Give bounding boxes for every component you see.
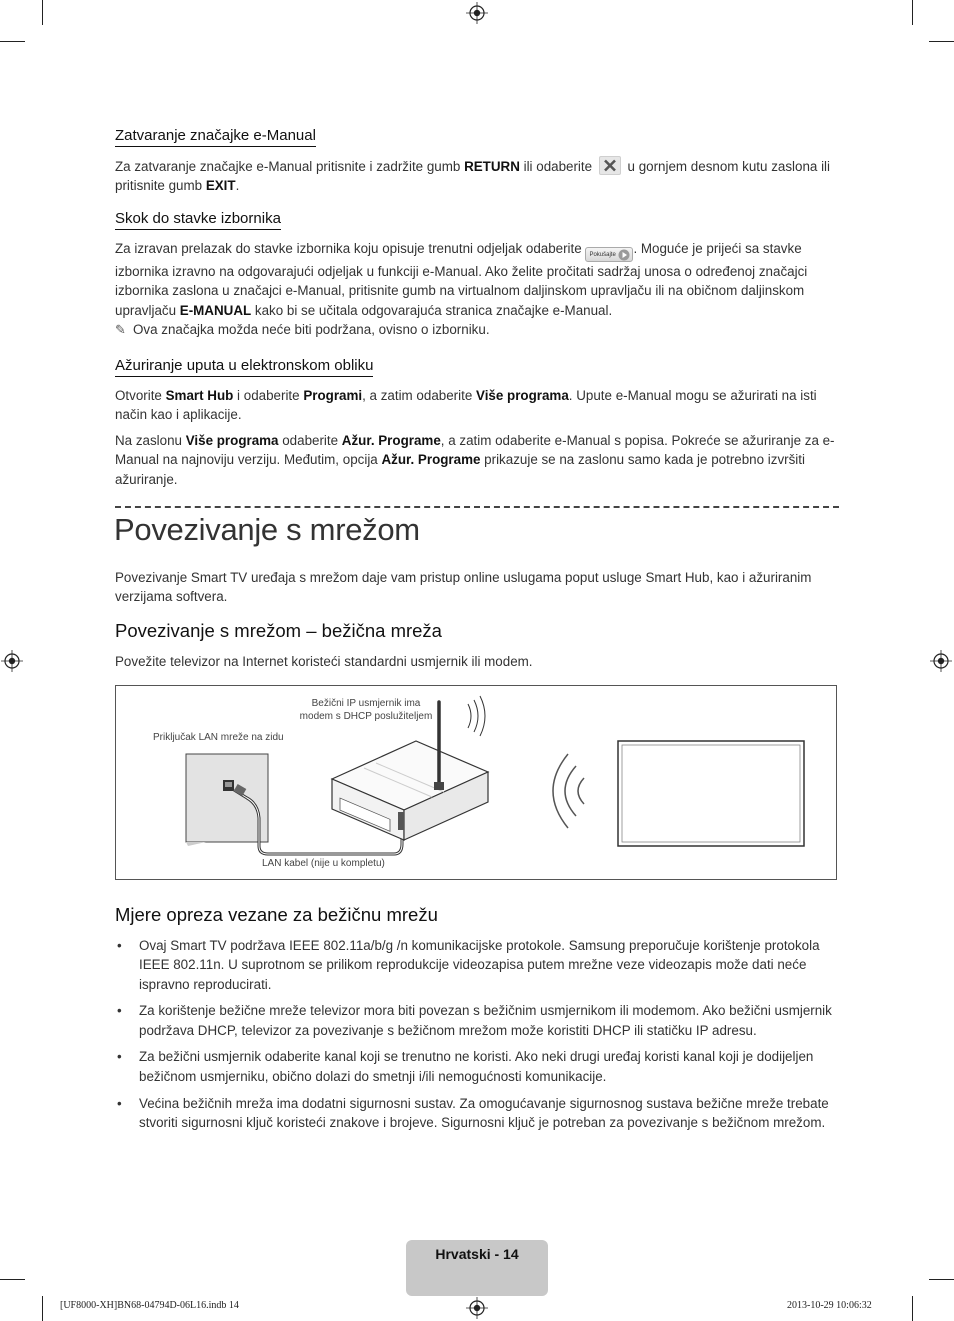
bullet-icon: • [117,938,122,953]
try-now-button-icon [585,247,633,262]
close-icon [599,156,621,175]
jump-paragraph [115,239,839,320]
wall-lan-port [186,754,268,846]
print-timestamp: 2013-10-29 10:06:32 [787,1300,872,1311]
exit-button-name: EXIT [205,178,236,194]
precautions-list [115,936,839,1140]
bullet-icon: • [117,1003,122,1019]
azur-programe-term: Ažur. Programe [381,452,481,468]
text-run: Otvorite [115,388,166,403]
note-text: Ova značajka možda neće biti podržana, ovisno o izborniku. [133,322,490,337]
try-now-button-label: Pokušajte [589,252,616,258]
bullet-icon: • [117,1095,122,1111]
crop-mark [912,1296,913,1321]
registration-mark-icon [466,2,488,24]
text-run: Na zaslonu [115,433,186,448]
section-divider [115,506,839,508]
list-item [115,936,839,994]
text-run: ili odaberite [519,159,596,174]
crop-mark [0,41,25,42]
text-run: , a zatim odaberite e-Manual s popisa. Pokreće se ažuriranje za e-Manual na najnoviju verziju. Međutim, opcija [115,433,835,468]
intro-paragraph: Povezivanje Smart TV uređaja s mrežom daje vam pristup online uslugama poput usluge Smart Hub, kao i ažuriranim verzijama softvera. [115,570,812,605]
router-caption-line: Bežični IP usmjernik ima [311,698,421,709]
crop-mark [912,0,913,25]
text-run: prikazuje se na zaslonu samo kada je potrebno izvršiti ažuriranje. [115,452,805,487]
wireless-paragraph: Povežite televizor na Internet koristeći standardni usmjernik ili modem. [115,654,533,669]
router-caption-line: modem s DHCP poslužiteljem [299,711,433,722]
list-item [115,1094,839,1133]
update-paragraph-1 [115,386,839,425]
text-run: odaberite [278,433,342,448]
crop-mark [929,1279,954,1280]
list-item-text: Za korištenje bežične mreže televizor mora biti povezan s bežičnim usmjernikom ili modemom. Ako bežični usmjernik podržava DHCP, televizor za povezivanje s bežičnom mrežom može koristiti DHCP ili statičku IP adresu. [139,1003,832,1038]
list-item [115,1001,839,1040]
wireless-heading: Povezivanje s mrežom – bežična mreža [115,620,442,641]
precautions-heading: Mjere opreza vezane za bežičnu mrežu [115,904,438,925]
smart-hub-term: Smart Hub [165,388,234,403]
crop-mark [42,0,43,25]
section-heading-close: Zatvaranje značajke e-Manual [115,127,316,147]
note-pencil-icon: ✎ [115,322,126,337]
list-item-text: Većina bežičnih mreža ima dodatni sigurnosni sustav. Za omogućavanje sigurnosnog sustava bežične mreže trebate stvoriti sigurnosni ključ koristeći znakove i brojeve. Sigurnosni ključ je potreban za povezivanje s bežičnom mrežom. [139,1095,829,1130]
registration-mark-icon [466,1297,488,1319]
vise-programa-term: Više programa [185,433,279,448]
text-run: kako bi se učitala odgovarajuća stranica značajke e-Manual. [251,302,613,318]
crop-mark [929,41,954,42]
section-heading-update: Ažuriranje uputa u elektronskom obliku [115,357,373,377]
programi-term: Programi [303,388,363,403]
list-item-text: Ovaj Smart TV podržava IEEE 802.11a/b/g /n komunikacijske protokole. Samsung preporučuje korištenje protokola IEEE 802.11n. U suprotnom se prilikom reprodukcije videozapisa putem mrežne veze videozapis može dati neće ispravno reproducirati. [139,938,820,992]
crop-mark [42,1296,43,1321]
text-run: Za zatvaranje značajke e-Manual pritisnite i zadržite gumb [115,159,465,174]
emanual-button-name: E-MANUAL [179,302,252,318]
list-item [115,1047,839,1086]
text-run: u gornjem desnom kutu zaslona ili pritisnite gumb [115,159,830,194]
page-number-tab [406,1240,548,1296]
text-run: , a zatim odaberite [362,388,476,403]
azur-programe-term: Ažur. Programe [341,433,441,448]
text-run: . Moguće je prijeći sa stavke izbornika izravno na odgovarajući odjeljak u funkciji e-Manual. Ako želite pročitati sadržaj unosa o određenoj značajci izbornika zaslona u značajci e-Manual, pritisnite gumb na virtualnom daljinskom upravljaču ili na običnom daljinskom upravljaču [115,241,808,318]
jump-note [115,320,839,339]
list-item-text: Za bežični usmjernik odaberite kanal koji se trenutno ne koristi. Ako neki drugi uređaj koristi kanal koji je dodijeljen bežičnom usmjerniku, obično dolazi do smetnji i/ili nemogućnosti komunikacije. [139,1049,814,1084]
return-button-name: RETURN [464,159,520,174]
crop-mark [0,1279,25,1280]
text-run: . [235,178,240,194]
registration-mark-icon [1,650,23,672]
page-number: Hrvatski - 14 [435,1246,519,1262]
text-run: . Upute e-Manual mogu se ažurirati na isti način kao i aplikacije. [115,388,817,423]
tv-icon [618,741,804,846]
router-icon [332,696,488,840]
close-paragraph [115,156,839,196]
wireless-signal-icon [553,754,584,828]
text-run: i odaberite [233,388,304,403]
cable-caption: LAN kabel (nije u kompletu) [262,858,385,869]
text-run: Za izravan prelazak do stavke izbornika koju opisuje trenutni odjeljak odaberite [115,241,586,256]
registration-mark-icon [930,650,952,672]
wall-caption: Priključak LAN mreže na zidu [153,732,284,743]
section-heading-jump: Skok do stavke izbornika [115,210,281,230]
update-paragraph-2 [115,431,839,489]
page-title: Povezivanje s mrežom [114,512,420,547]
network-illustration [116,686,836,879]
bullet-icon: • [117,1049,122,1065]
print-file-info: [UF8000-XH]BN68-04794D-06L16.indb 14 [60,1300,239,1311]
vise-programa-term: Više programa [476,388,569,403]
network-diagram [115,685,837,880]
